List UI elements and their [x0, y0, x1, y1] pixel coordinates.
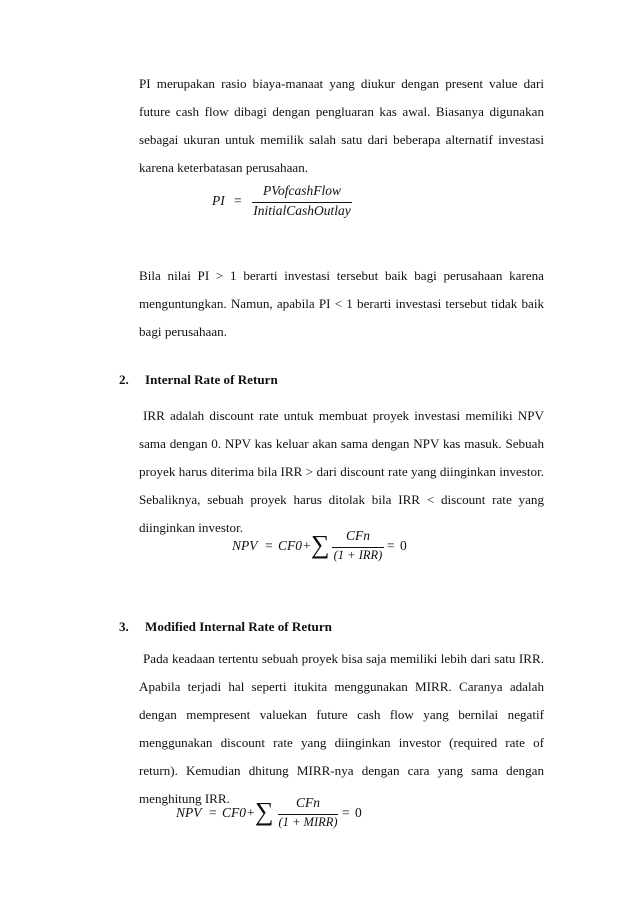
pi-formula-equals: = [234, 193, 242, 208]
pi-formula-numerator: PVofcashFlow [263, 183, 341, 198]
intro-paragraph: PI merupakan rasio biaya-manaat yang diukur dengan present value dari future cash flow dibagi dengan pengluaran kas awal. Biasanya digunakan sebagai ukuran untuk memilik salah satu dari beberapa alternatif investasi karena keterbatasan perusahaan. [139, 76, 544, 175]
section-2-number: 2. [119, 372, 129, 387]
irr-formula-plus: + [303, 538, 311, 553]
pi-formula-lhs: PI [212, 193, 225, 208]
mirr-formula-equals: = [209, 805, 217, 820]
irr-formula-lhs: NPV [232, 538, 258, 553]
pi-formula-denominator: InitialCashOutlay [253, 203, 351, 218]
irr-formula-equals: = [265, 538, 273, 553]
mirr-formula-rhs: 0 [355, 805, 362, 820]
irr-formula-cf0: CF0 [278, 538, 303, 553]
section-2-heading [119, 372, 278, 388]
irr-formula-numerator: CFn [345, 528, 370, 543]
section-3-number: 3. [119, 619, 129, 634]
mirr-formula-numerator: CFn [295, 795, 320, 810]
pi-explanation-paragraph: Bila nilai PI > 1 berarti investasi tersebut baik bagi perusahaan karena menguntungkan. Namun, apabila PI < 1 berarti investasi tersebut tidak baik bagi perusahaan. [139, 268, 544, 339]
section-2-paragraph: IRR adalah discount rate untuk membuat proyek investasi memiliki NPV sama dengan 0. NPV kas keluar akan sama dengan NPV kas masuk. Sebuah proyek harus diterima bila IRR > dari discount rate yang diinginkan investor. Sebaliknya, sebuah proyek harus ditolak bila IRR < discount rate yang diinginkan investor. [139, 408, 544, 535]
mirr-formula-denominator: (1 + MIRR) [278, 815, 338, 829]
section-3-heading [119, 619, 332, 635]
section-3-title: Modified Internal Rate of Return [145, 619, 332, 634]
section-3-paragraph: Pada keadaan tertentu sebuah proyek bisa saja memiliki lebih dari satu IRR. Apabila terjadi hal seperti itukita menggunakan MIRR. Caranya adalah dengan mempresent valuekan future cash flow yang bernilai negatif menggunakan discount rate yang diinginkan investor (required rate of return). Kemudian dhitung MIRR-nya dengan cara yang sama dengan menghitung IRR. [139, 651, 544, 806]
irr-formula-equals-2: = [387, 538, 395, 553]
mirr-formula-lhs: NPV [176, 805, 202, 820]
mirr-formula [176, 795, 366, 835]
irr-formula-denominator: (1 + IRR) [333, 548, 383, 562]
sum-sign: ∑ [311, 530, 330, 559]
mirr-formula-equals-2: = [342, 805, 350, 820]
pi-formula [212, 185, 352, 225]
irr-formula [232, 528, 412, 568]
mirr-formula-plus: + [247, 805, 255, 820]
section-2-title: Internal Rate of Return [145, 372, 278, 387]
sum-sign: ∑ [255, 797, 274, 826]
mirr-formula-cf0: CF0 [222, 805, 247, 820]
irr-formula-rhs: 0 [400, 538, 407, 553]
